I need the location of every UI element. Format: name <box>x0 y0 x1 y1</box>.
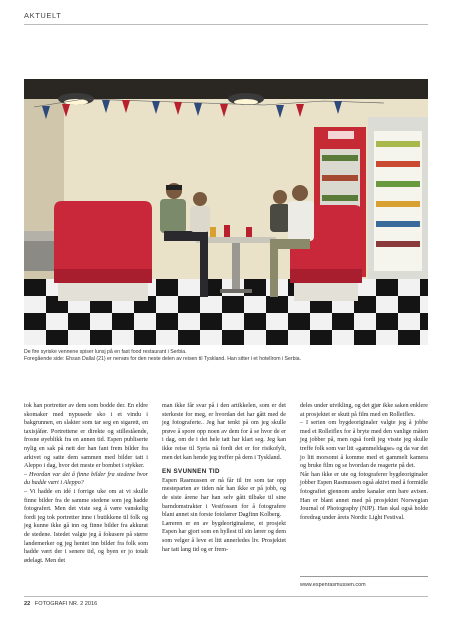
floor-tile <box>398 330 420 345</box>
paragraph: tok han portretter av dem som bodde der. En eldre skomaker med nypusede sko i et vindu i bakgrunnen, en slakter som tar seg en sigarett, en taxisjåfør. Portrettene er direkte og stillestående, frosne øyeblikk fra en annen tid. Espen publiserte nylig en sak på nett der han fant frem bilder fra arkivet og satte dem sammen med bilder tatt i Aleppo i dag, hvor det meste er bombet i stykker. <box>24 403 148 470</box>
booth-left <box>54 201 152 301</box>
floor-tile <box>420 279 428 296</box>
publication-name: FOTOGRAFI NR. 2 2016 <box>34 601 98 607</box>
floor-tile <box>46 313 68 330</box>
floor-tile <box>332 330 354 345</box>
floor-tile <box>376 313 398 330</box>
paragraph: Når han ikke er ute og fotograferer bygdeoriginaler jobber Espen Rasmussen også aktivt med å formidle fotografiet gjennom andre kanaler enn bare avisen. Han er blant annet med på prosjektet Norwegian Journal of Photography (NJP). Han skal også holde foredrag under årets Nordic Light Festival. <box>300 471 428 521</box>
floor-tile <box>24 330 46 345</box>
paragraph: – I serien om bygdeoriginaler valgte jeg å jobbe med et Rolleiflex for å bryte med den vanlige måten jeg jobber på, men også fordi jeg visste jeg skulle treffe folk som var litt «gammeldagse» og da var det jo litt morsomt å komme med et gammelt kamera og bruke film og se hvordan de reagerte på det. <box>300 420 428 470</box>
subheading: EN SVUNNEN TID <box>162 468 220 476</box>
floor-tile <box>200 313 222 330</box>
credit-rule <box>300 576 428 577</box>
fridge-white <box>368 117 428 279</box>
floor-tile <box>90 330 112 345</box>
section-rule <box>24 24 428 25</box>
section-label: AKTUELT <box>24 11 62 20</box>
floor-tile <box>288 330 310 345</box>
floor-tile <box>244 330 266 345</box>
floor-tile <box>112 313 134 330</box>
paragraph: man ikke får svar på i den artikkelen, som er det sterkeste for meg, er hvordan det har gått med de jeg fotograferte.. Jeg har tenkt på om jeg skulle prøve å spore opp noen av dem for å se hvor de er i dag, om de i det hele tatt har klart seg. Jeg kan ikke reise til Syria nå fordi det er for risikofylt, men det kan hende jeg treffer på dem i Tyskland. <box>162 403 286 461</box>
floor-tile <box>376 279 398 296</box>
footer-rule <box>24 596 428 597</box>
article-column-3 <box>300 402 428 522</box>
floor-tile <box>156 279 178 296</box>
floor-tile <box>332 313 354 330</box>
floor-tile <box>68 330 90 345</box>
caption-line-2: Foregående side: Ehsan Dallal (21) er nervøs for den neste delen av reisen til Tyskland. Han sitter i et hotellrom i Serbia. <box>24 356 301 363</box>
floor-tile <box>310 330 332 345</box>
paragraph: Espen Rasmussen er nå får til tre som tar opp mesteparten av tiden når han ikke er på jobb, og de siste årene har han selv gått tilbake til sine barndomstrakter i Vestfossen for å fotografere blant annet sin forste fotolærer Dagfinn Kolberg. <box>162 477 286 519</box>
floor-tile <box>288 313 310 330</box>
floor-tile <box>134 313 156 330</box>
floor-tile <box>112 330 134 345</box>
floor-tile <box>266 296 288 313</box>
floor-tile <box>398 313 420 330</box>
floor-tile <box>134 330 156 345</box>
floor-tile <box>354 330 376 345</box>
floor-tile <box>178 330 200 345</box>
floor-tile <box>24 313 46 330</box>
floor-tile <box>156 330 178 345</box>
floor-tile <box>90 313 112 330</box>
floor-tile <box>178 296 200 313</box>
photo-caption <box>24 349 428 364</box>
floor-tile <box>398 296 420 313</box>
floor-tile <box>354 313 376 330</box>
floor-tile <box>200 330 222 345</box>
floor-tile <box>46 330 68 345</box>
article-column-1 <box>24 402 148 565</box>
paragraph: – Vi hadde en idé i forrige uke om at vi skulle finne bilder fra de samme stedene som jeg hadde fotografert. Men det viste seg å være vanskelig fordi jeg tok portretter inne i butikkene til folk og jeg kunne ikke gå inn og finne bilder fra akkurat de stedene. Istedet valgte jeg å fokusere på større landemerker og jeg hentet inn bilder fra folk som hadde vært der i senere tid, og byen er jo totalt ødelagt. Men det <box>24 488 148 564</box>
floor-tile <box>200 296 222 313</box>
floor-tile <box>420 296 428 313</box>
floor-tile <box>244 279 266 296</box>
floor-tile <box>222 313 244 330</box>
floor-tile <box>266 313 288 330</box>
paragraph: deles under utvikling, og det gjør ikke saken enklere at prosjektet er skutt på film med en Rolleiflex. <box>300 403 428 418</box>
website-credit: www.espenrasmussen.com <box>300 582 366 588</box>
floor-tile <box>244 313 266 330</box>
floor-tile <box>156 313 178 330</box>
floor-tile <box>178 313 200 330</box>
floor-tile <box>68 313 90 330</box>
caption-line-1: De fire syriske vennene spiser lunsj på en fast food restaurant i Serbia. <box>24 349 187 355</box>
floor-tile <box>398 279 420 296</box>
restaurant-photo <box>24 79 428 345</box>
floor-tile <box>266 330 288 345</box>
floor-tile <box>222 296 244 313</box>
interview-question: – Hvordan var det å finne bilder fra stedene hvor du hadde vært i Aleppo? <box>24 471 148 487</box>
ceiling-lamp-right <box>228 93 264 105</box>
paragraph: Læreren er en av bygdeoriginalene, et prosjekt Espen har gjort som en hyllest til sin lærer og dem som velger å leve et litt annerledes liv. Prosjektet har tatt lang tid og er frem- <box>162 520 286 553</box>
floor-tile <box>244 296 266 313</box>
article-column-2 <box>162 402 286 554</box>
floor-tile <box>178 279 200 296</box>
floor-tile <box>310 313 332 330</box>
floor-tile <box>420 330 428 345</box>
floor-tile <box>376 330 398 345</box>
floor-tile <box>156 296 178 313</box>
page-number: 22 <box>24 601 31 607</box>
floor-tile <box>24 296 46 313</box>
photo-illustration <box>24 79 428 345</box>
floor-tile <box>222 330 244 345</box>
floor-tile <box>24 279 46 296</box>
floor-tile <box>376 296 398 313</box>
page-footer <box>24 601 97 607</box>
floor-tile <box>420 313 428 330</box>
